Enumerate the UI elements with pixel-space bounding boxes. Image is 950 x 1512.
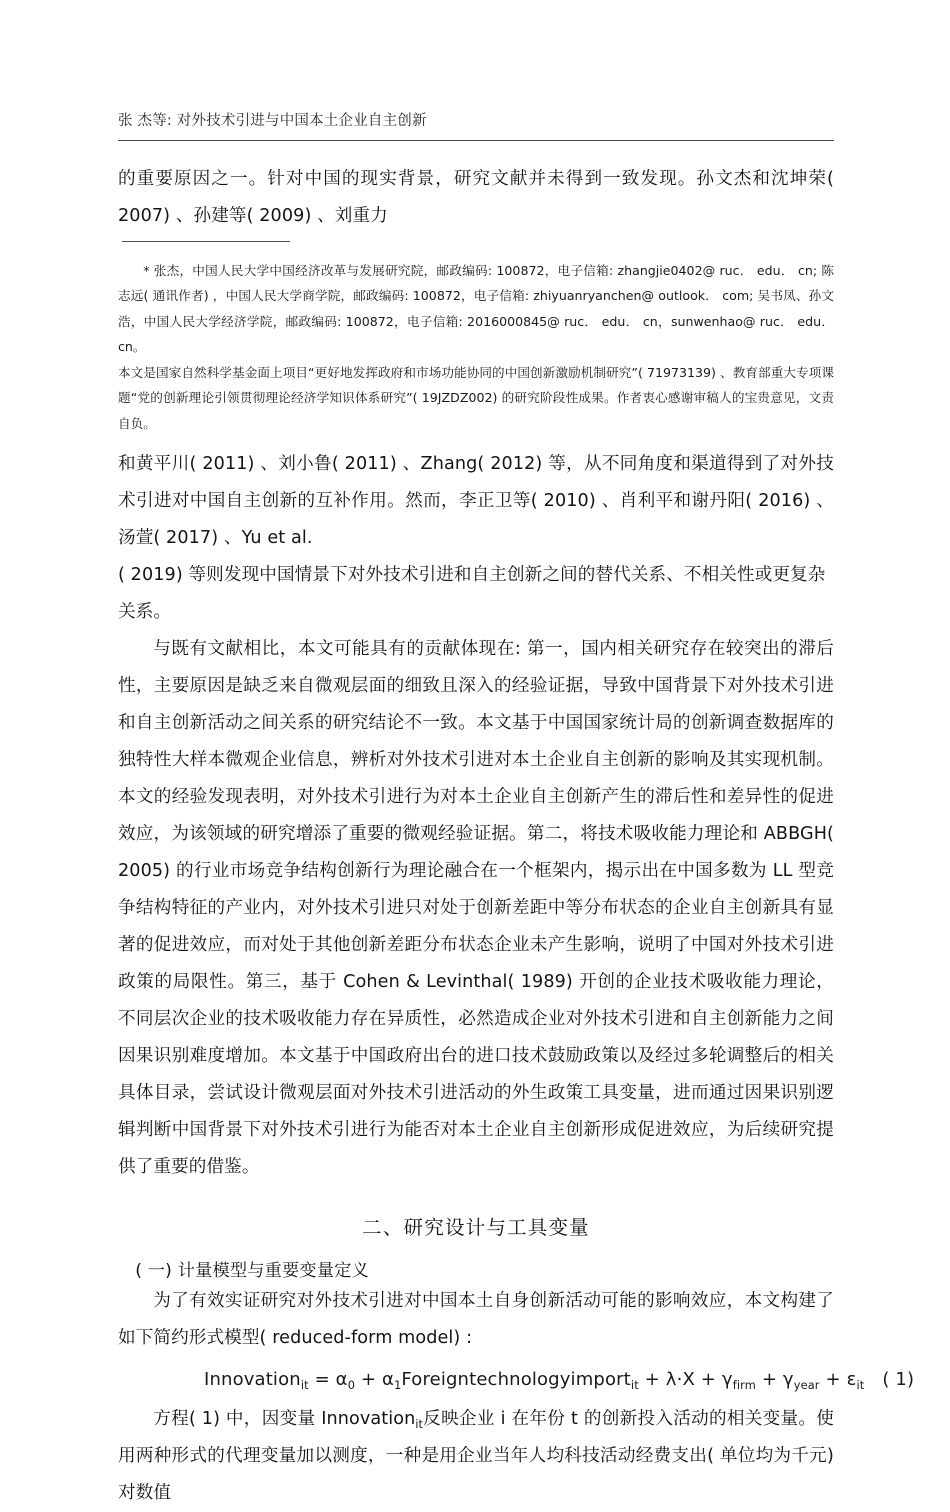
footnote-line-2: 本文是国家自然科学基金面上项目“更好地发挥政府和市场功能协同的中国创新激励机制研究”( 71973139) 、教育部重大专项课题“党的创新理论引领贯彻理论经济学知识体系研究”( 19JZDZ002) 的研究阶段性成果。作者衷心感谢审稿人的宝贵意见，文责自负。 — [118, 364, 834, 431]
equation-alpha0-subscript: 0 — [347, 1378, 356, 1393]
subsection-title: ( 一) 计量模型与重要变量定义 — [135, 1261, 369, 1282]
after-equation-text-a: 方程( 1) 中，因变量 Innovation — [153, 1409, 416, 1430]
equation-main-subscript: it — [630, 1378, 639, 1393]
paragraph-after-footnote: 和黄平川( 2011) 、刘小鲁( 2011) 、Zhang( 2012) 等，从不同角度和渠道得到了对外技术引进对中国自主创新的互补作用。然而，李正卫等( 2010) 、肖利平和谢丹阳( 2016) 、汤萱( 2017) 、Yu et al. — [118, 454, 834, 549]
footnote-separator — [122, 241, 290, 242]
equation-1 — [118, 1361, 915, 1399]
equation-year-subscript: year — [793, 1378, 820, 1393]
after-equation-subscript: it — [415, 1418, 423, 1432]
after-equation-text-b: 反映企业 i 在年份 t 的创新投入活动的相关变量。使用两种形式的代理变量加以测度，一种是用企业当年人均科技活动经费支出( 单位均为千元) 对数值 — [118, 1409, 835, 1504]
equation-lhs-subscript: it — [300, 1378, 309, 1393]
paragraph-top-continuation: 的重要原因之一。针对中国的现实背景，研究文献并未得到一致发现。孙文杰和沈坤荣( 2007) 、孙建等( 2009) 、刘重力 — [118, 168, 834, 226]
footnote-block — [118, 258, 834, 437]
paragraph-contribution: 与既有文献相比，本文可能具有的贡献体现在: 第一，国内相关研究存在较突出的滞后性，主要原因是缺乏来自微观层面的细致且深入的经验证据，导致中国背景下对外技术引进和自主创新活动之间关系的研究结论不一致。本文基于中国国家统计局的创新调查数据库的独特性大样本微观企业信息，辨析对外技术引进对本土企业自主创新的影响及其实现机制。本文的经验发现表明，对外技术引进行为对本土企业自主创新产生的滞后性和差异性的促进效应，为该领域的研究增添了重要的微观经验证据。第二，将技术吸收能力理论和 ABBGH( 2005) 的行业市场竞争结构创新行为理论融合在一个框架内，揭示出在中国多数为 LL 型竞争结构特征的产业内，对外技术引进只对处于创新差距中等分布状态的企业自主创新具有显著的促进效应，而对处于其他创新差距分布状态企业未产生影响，说明了中国对外技术引进政策的局限性。第三，基于 Cohen & Levinthal( 1989) 开创的企业技术吸收能力理论，不同层次企业的技术吸收能力存在异质性，必然造成企业对外技术引进和自主创新能力之间因果识别难度增加。本文基于中国政府出台的进口技术鼓励政策以及经过多轮调整后的相关具体目录，尝试设计微观层面对外技术引进活动的外生政策工具变量，进而通过因果识别逻辑判断中国背景下对外技术引进行为能否对本土企业自主创新形成促进效应，为后续研究提供了重要的借鉴。 — [118, 639, 834, 1178]
equation-plus-alpha1: + α — [355, 1369, 395, 1391]
equation-plus-epsilon: + ε — [819, 1369, 857, 1391]
header-rule — [118, 140, 834, 141]
paragraph-section-intro: 为了有效实证研究对外技术引进对中国本土自身创新活动可能的影响效应，本文构建了如下简约形式模型( reduced-form model) : — [118, 1291, 834, 1349]
equation-lhs-variable: Innovation — [204, 1369, 301, 1391]
equation-firm-subscript: firm — [732, 1378, 756, 1393]
equation-epsilon-subscript: it — [856, 1378, 865, 1393]
equation-equals-alpha0: = α — [308, 1369, 348, 1391]
footnote-line-1: * 张杰，中国人民大学中国经济改革与发展研究院，邮政编码: 100872，电子信箱: zhangjie0402@ ruc． edu． cn; 陈志远( 通讯作者) ，中国人民大学商学院，邮政编码: 100872，电子信箱: zhiyuanryanchen@ outlook． com; 吴书凤、孙文浩，中国人民大学经济学院，邮政编码: 100872，电子信箱: 2016000845@ ruc． edu． cn，sunwenhao@ ruc． edu． cn。 — [118, 262, 834, 355]
equation-lambda-term: + λ·X + γ — [638, 1369, 733, 1391]
section-title: 二、研究设计与工具变量 — [362, 1216, 590, 1240]
equation-alpha1-subscript: 1 — [394, 1378, 402, 1393]
paragraph-after-footnote-2: ( 2019) 等则发现中国情景下对外技术引进和自主创新之间的替代关系、不相关性或更复杂关系。 — [118, 565, 826, 623]
paragraph-after-equation — [118, 1401, 834, 1512]
equation-main-variable: Foreigntechnologyimport — [401, 1369, 631, 1391]
equation-number: ( 1) — [882, 1369, 915, 1391]
equation-plus-gamma-year: + γ — [755, 1369, 794, 1391]
running-head: 张 杰等: 对外技术引进与中国本土企业自主创新 — [118, 113, 427, 129]
page-content — [118, 112, 915, 1512]
